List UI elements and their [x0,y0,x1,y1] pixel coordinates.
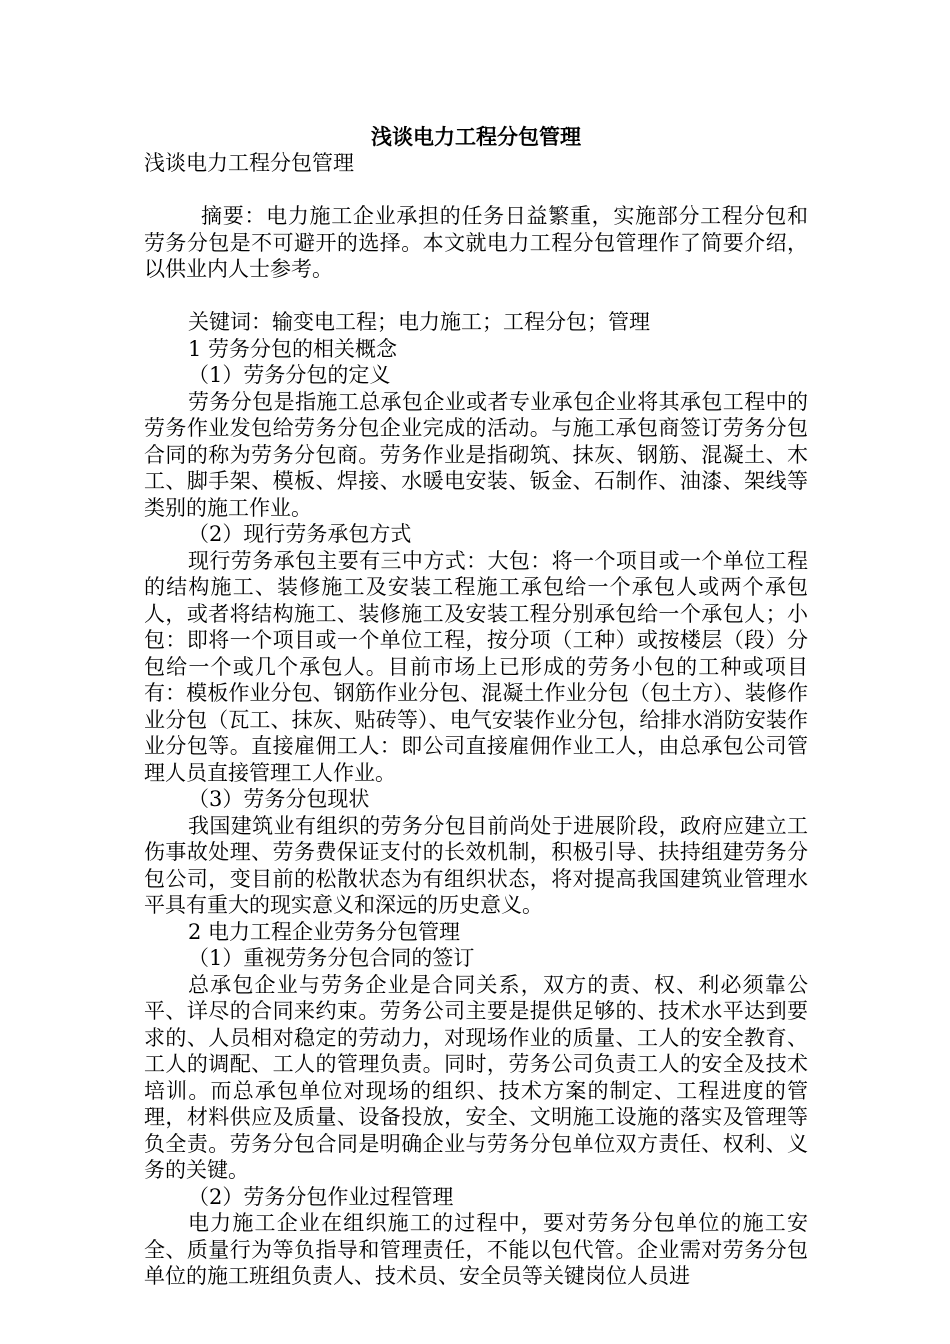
subsection-paragraph-2-1: 总承包企业与劳务企业是合同关系，双方的责、权、利必须靠公平、详尽的合同来约束。劳务公司主要是提供足够的、技术水平达到要求的、人员相对稳定的劳动力，对现场作业的质量、工人的安全教育、工人的调配、工人的管理负责。同时，劳务公司负责工人的安全及技术培训。而总承包单位对现场的组织、技术方案的制定、工程进度的管理，材料供应及质量、设备投放，安全、文明施工设施的落实及管理等负全责。劳务分包合同是明确企业与劳务分包单位双方责任、权利、义务的关键。 [144,972,808,1182]
subsection-paragraph-1-3: 我国建筑业有组织的劳务分包目前尚处于进展阶段，政府应建立工伤事故处理、劳务费保证支付的长效机制，积极引导、扶持组建劳务分包公司，变目前的松散状态为有组织状态，将对提高我国建筑业管理水平具有重大的现实意义和深远的历史意义。 [144,813,808,917]
abstract-paragraph: 摘要：电力施工企业承担的任务日益繁重，实施部分工程分包和劳务分包是不可避开的选择。本文就电力工程分包管理作了简要介绍，以供业内人士参考。 [144,204,808,281]
document-subtitle: 浅谈电力工程分包管理 [144,151,354,175]
blank-line [144,283,808,310]
section-heading-1: 1 劳务分包的相关概念 [188,336,398,361]
subsection-heading-1-2: （2）现行劳务承包方式 [188,522,412,546]
subsection-paragraph-1-2: 现行劳务承包主要有三中方式：大包：将一个项目或一个单位工程的结构施工、装修施工及安装工程施工承包给一个承包人或两个承包人，或者将结构施工、装修施工及安装工程分别承包给一个承包人；小包：即将一个项目或一个单位工程，按分项（工种）或按楼层（段）分包给一个或几个承包人。目前市场上已形成的劳务小包的工种或项目有：模板作业分包、钢筋作业分包、混凝土作业分包（包土方）、装修作业分包（瓦工、抹灰、贴砖等）、电气安装作业分包，给排水消防安装作业分包等。直接雇佣工人：即公司直接雇佣作业工人，由总承包公司管理人员直接管理工人作业。 [144,548,808,785]
document-title: 浅谈电力工程分包管理 [371,124,581,149]
subsection-heading-1-3: （3）劳务分包现状 [188,787,370,811]
document-body [144,124,808,1290]
subsection-paragraph-1-1: 劳务分包是指施工总承包企业或者专业承包企业将其承包工程中的劳务作业发包给劳务分包企业完成的活动。与施工承包商签订劳务分包合同的称为劳务分包商。劳务作业是指砌筑、抹灰、钢筋、混凝土、木工、脚手架、模板、焊接、水暖电安装、钣金、石制作、油漆、架线等类别的施工作业。 [144,389,808,520]
subsection-heading-1-1: （1）劳务分包的定义 [188,363,391,387]
blank-line [144,177,808,204]
subsection-paragraph-2-2: 电力施工企业在组织施工的过程中，要对劳务分包单位的施工安全、质量行为等负指导和管理责任，不能以包代管。企业需对劳务分包单位的施工班组负责人、技术员、安全员等关键岗位人员进 [144,1211,808,1288]
section-heading-2: 2 电力工程企业劳务分包管理 [188,919,461,944]
subsection-heading-2-2: （2）劳务分包作业过程管理 [188,1184,454,1209]
subsection-heading-2-1: （1）重视劳务分包合同的签订 [188,946,475,970]
keywords-line: 关键词：输变电工程；电力施工；工程分包；管理 [188,310,650,334]
